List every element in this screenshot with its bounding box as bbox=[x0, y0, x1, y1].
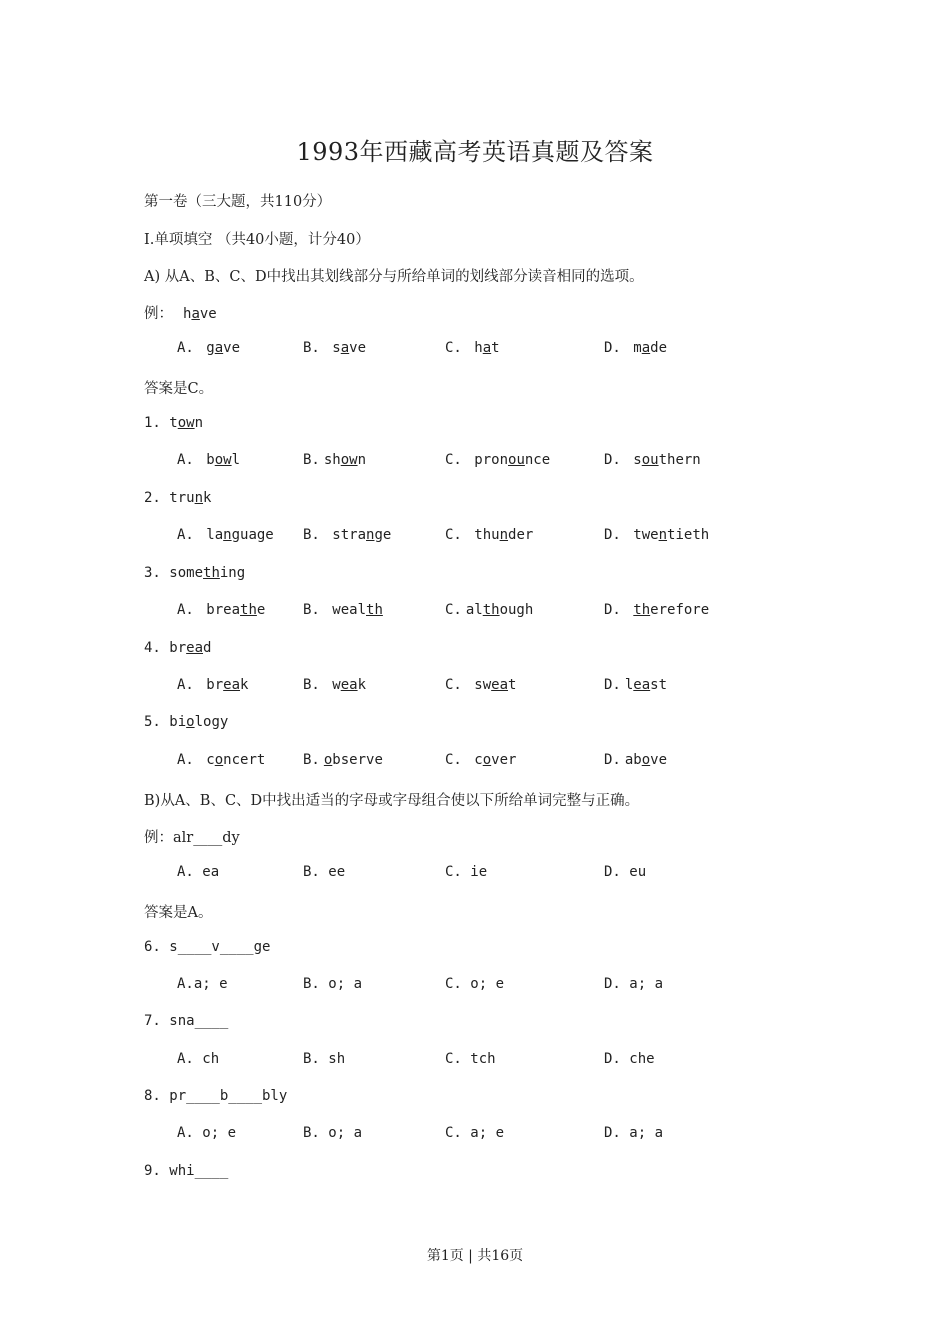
option-a: A. concert bbox=[177, 752, 266, 768]
question-3: 3. something bbox=[144, 565, 246, 581]
question-8: 8. pr____b____bly bbox=[144, 1088, 288, 1104]
question-6: 6. s____v____ge bbox=[144, 939, 271, 955]
option-c: C. pronounce bbox=[445, 452, 551, 468]
example-1-prompt bbox=[144, 302, 217, 323]
option-c: C. tch bbox=[445, 1051, 496, 1067]
example-1-answer: 答案是C。 bbox=[144, 381, 214, 397]
option-b: B. o; a bbox=[303, 1125, 363, 1141]
option-b: B. weak bbox=[303, 677, 367, 693]
document-title: 1993年西藏高考英语真题及答案 bbox=[296, 138, 654, 166]
option-c: C. o; e bbox=[445, 976, 505, 992]
option-c: C. thunder bbox=[445, 527, 534, 543]
option-b: B. strange bbox=[303, 527, 392, 543]
part-heading: 第一卷（三大题，共110分） bbox=[144, 194, 332, 210]
option-c: C. although bbox=[445, 602, 534, 618]
option-a: A. language bbox=[177, 527, 274, 543]
option-a: A. bowl bbox=[177, 452, 241, 468]
page-footer: 第1页 | 共16页 bbox=[426, 1248, 524, 1264]
option-a: A.a; e bbox=[177, 976, 228, 992]
option-a: A. ea bbox=[177, 864, 220, 880]
option-a: A. ch bbox=[177, 1051, 220, 1067]
option-d: D. a; a bbox=[604, 1125, 664, 1141]
option-d: D. southern bbox=[604, 452, 701, 468]
option-b: B. sh bbox=[303, 1051, 346, 1067]
example-2-prompt: 例：alr____dy bbox=[144, 830, 240, 846]
option-d: D. made bbox=[604, 340, 668, 356]
option-c: C. hat bbox=[445, 340, 500, 356]
question-2: 2. trunk bbox=[144, 490, 212, 506]
option-c: C. a; e bbox=[445, 1125, 505, 1141]
question-1: 1. town bbox=[144, 415, 204, 431]
example-word: have bbox=[183, 306, 217, 322]
question-4: 4. bread bbox=[144, 640, 212, 656]
option-a: A. o; e bbox=[177, 1125, 237, 1141]
option-b: B. shown bbox=[303, 452, 367, 468]
example-2-answer: 答案是A。 bbox=[144, 905, 213, 921]
question-7: 7. sna____ bbox=[144, 1013, 229, 1029]
example-label: 例： bbox=[144, 306, 173, 322]
option-c: C. cover bbox=[445, 752, 517, 768]
option-b: B. observe bbox=[303, 752, 383, 768]
option-c: C. ie bbox=[445, 864, 488, 880]
section-b-instruction: B)从A、B、C、D中找出适当的字母或字母组合使以下所给单词完整与正确。 bbox=[144, 793, 640, 809]
option-d: D. twentieth bbox=[604, 527, 710, 543]
section-heading: Ⅰ.单项填空 （共40小题，计分40） bbox=[144, 232, 370, 248]
option-d: D. above bbox=[604, 752, 668, 768]
option-b: B. o; a bbox=[303, 976, 363, 992]
option-b: B. wealth bbox=[303, 602, 383, 618]
option-d: D. eu bbox=[604, 864, 647, 880]
section-a-instruction: A) 从A、B、C、D中找出其划线部分与所给单词的划线部分读音相同的选项。 bbox=[144, 269, 644, 285]
option-d: D. least bbox=[604, 677, 668, 693]
option-d: D. che bbox=[604, 1051, 655, 1067]
option-a: A. gave bbox=[177, 340, 241, 356]
question-5: 5. biology bbox=[144, 714, 229, 730]
option-b: B. save bbox=[303, 340, 367, 356]
question-9: 9. whi____ bbox=[144, 1163, 229, 1179]
option-a: A. break bbox=[177, 677, 249, 693]
option-d: D. therefore bbox=[604, 602, 710, 618]
option-b: B. ee bbox=[303, 864, 346, 880]
option-d: D. a; a bbox=[604, 976, 664, 992]
option-c: C. sweat bbox=[445, 677, 517, 693]
option-a: A. breathe bbox=[177, 602, 266, 618]
